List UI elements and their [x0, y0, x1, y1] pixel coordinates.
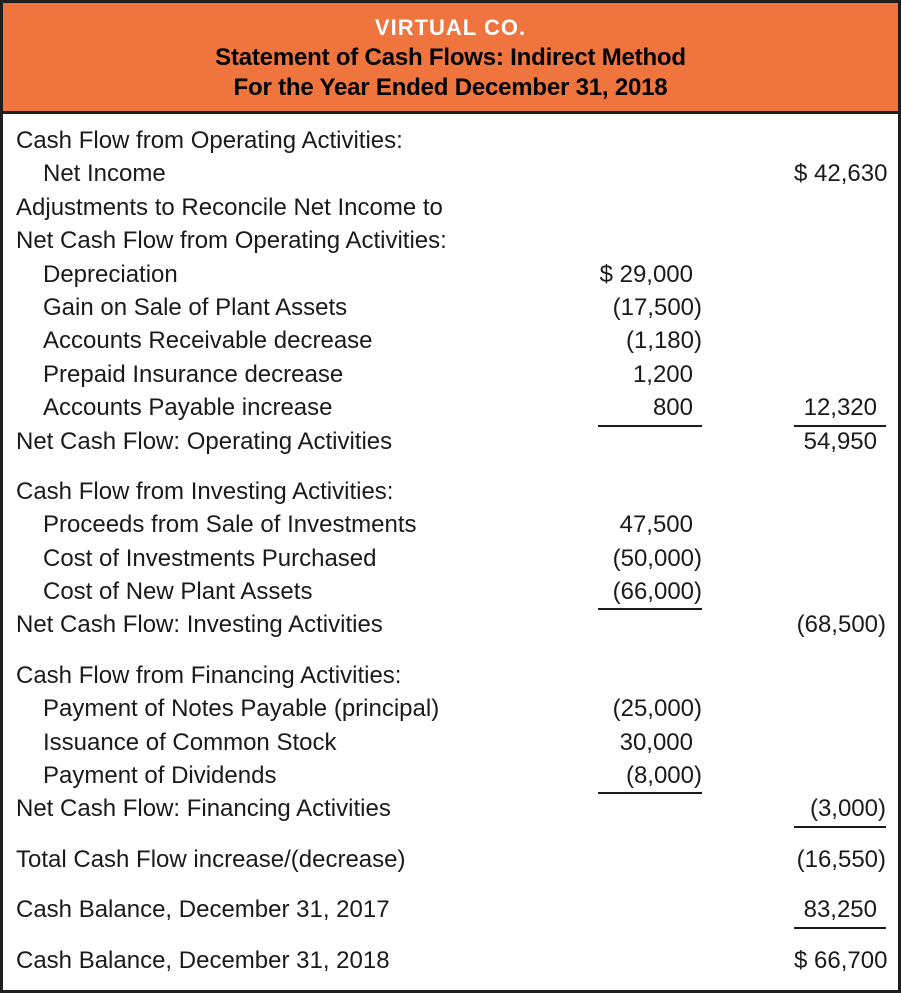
row-label: Proceeds from Sale of Investments — [43, 511, 417, 539]
total-amount — [794, 726, 886, 759]
column-spacer — [702, 792, 794, 827]
row-label: Cash Flow from Financing Activities: — [16, 661, 402, 689]
column-spacer — [702, 124, 794, 157]
detail-amount — [598, 608, 702, 641]
table-row — [16, 157, 886, 190]
total-amount — [794, 191, 886, 224]
row-label: Prepaid Insurance decrease — [43, 360, 344, 388]
table-row — [16, 124, 886, 157]
table-row — [16, 726, 886, 759]
total-amount — [794, 358, 886, 391]
table-row — [16, 508, 886, 541]
total-amount: $ 66,700 — [794, 946, 888, 974]
total-amount — [794, 124, 886, 157]
row-label: Total Cash Flow increase/(decrease) — [16, 845, 406, 873]
table-row — [16, 608, 886, 641]
total-amount — [794, 542, 886, 575]
column-spacer — [702, 508, 794, 541]
column-spacer — [702, 425, 794, 458]
total-amount: 83,250 — [794, 893, 886, 928]
total-amount: 12,320 — [794, 391, 886, 426]
statement-body — [3, 114, 898, 977]
total-amount — [794, 324, 886, 357]
detail-amount: 800 — [598, 391, 702, 426]
row-label: Adjustments to Reconcile Net Income to — [16, 193, 443, 221]
detail-amount — [598, 191, 702, 224]
row-label: Cash Flow from Operating Activities: — [16, 127, 403, 154]
table-row — [16, 258, 886, 291]
row-label: Issuance of Common Stock — [43, 728, 337, 756]
column-spacer — [702, 843, 794, 876]
column-spacer — [702, 542, 794, 575]
total-amount — [794, 224, 886, 257]
detail-amount: (66,000) — [598, 575, 702, 610]
column-spacer — [702, 893, 794, 928]
section-beginning-balance — [16, 893, 886, 926]
detail-amount — [598, 157, 702, 190]
detail-amount — [598, 893, 702, 928]
section-investing — [16, 475, 886, 642]
row-label: Cash Balance, December 31, 2017 — [16, 896, 390, 924]
column-spacer — [702, 726, 794, 759]
detail-amount: 47,500 — [619, 511, 693, 539]
table-row — [16, 542, 886, 575]
detail-amount: 30,000 — [619, 728, 693, 756]
column-spacer — [702, 692, 794, 725]
table-row — [16, 893, 886, 926]
total-amount — [794, 692, 886, 725]
total-amount — [794, 508, 886, 541]
column-spacer — [702, 391, 794, 426]
column-spacer — [702, 944, 794, 977]
column-spacer — [702, 575, 794, 610]
row-label: Net Income — [43, 160, 166, 188]
detail-amount — [598, 425, 702, 458]
row-label: Net Cash Flow: Operating Activities — [16, 427, 393, 455]
table-row — [16, 792, 886, 825]
total-amount: 54,950 — [803, 427, 877, 455]
total-amount — [794, 475, 886, 508]
statement-header — [3, 3, 898, 114]
table-row — [16, 659, 886, 692]
column-spacer — [702, 291, 794, 324]
detail-amount — [598, 124, 702, 157]
statement-title: Statement of Cash Flows: Indirect Method — [215, 44, 686, 71]
total-amount: (3,000) — [794, 792, 886, 827]
table-row — [16, 224, 886, 257]
row-label: Payment of Dividends — [43, 762, 277, 790]
row-label: Cost of Investments Purchased — [43, 544, 377, 572]
table-row — [16, 759, 886, 792]
table-row — [16, 291, 886, 324]
table-row — [16, 425, 886, 458]
detail-amount — [598, 792, 702, 827]
row-label: Net Cash Flow: Investing Activities — [16, 611, 383, 639]
detail-amount: (50,000) — [612, 544, 702, 572]
total-amount — [794, 759, 886, 794]
column-spacer — [702, 759, 794, 794]
table-row — [16, 358, 886, 391]
table-row — [16, 324, 886, 357]
total-amount — [794, 659, 886, 692]
detail-amount — [598, 843, 702, 876]
detail-amount: (8,000) — [598, 759, 702, 794]
detail-amount: (17,500) — [612, 293, 702, 321]
detail-amount — [598, 944, 702, 977]
detail-amount: (25,000) — [612, 695, 702, 723]
table-row — [16, 843, 886, 876]
table-row — [16, 475, 886, 508]
section-operating — [16, 124, 886, 458]
row-label: Net Cash Flow: Financing Activities — [16, 795, 391, 823]
table-row — [16, 944, 886, 977]
total-amount — [794, 291, 886, 324]
column-spacer — [702, 258, 794, 291]
company-name: VIRTUAL CO. — [374, 15, 527, 40]
statement-period: For the Year Ended December 31, 2018 — [233, 74, 668, 101]
table-row — [16, 391, 886, 424]
total-amount: (16,550) — [796, 845, 886, 873]
total-amount: $ 42,630 — [794, 160, 888, 188]
column-spacer — [702, 324, 794, 357]
table-row — [16, 575, 886, 608]
total-amount: (68,500) — [796, 611, 886, 639]
row-label: Net Cash Flow from Operating Activities: — [16, 227, 447, 255]
detail-amount: (1,180) — [625, 327, 702, 355]
detail-amount: 1,200 — [632, 360, 693, 388]
row-label: Cost of New Plant Assets — [43, 578, 313, 606]
row-label: Cash Flow from Investing Activities: — [16, 477, 394, 505]
detail-amount — [598, 475, 702, 508]
detail-amount — [598, 659, 702, 692]
column-spacer — [702, 191, 794, 224]
column-spacer — [702, 608, 794, 641]
row-label: Gain on Sale of Plant Assets — [43, 293, 348, 321]
detail-amount — [598, 224, 702, 257]
total-amount — [794, 575, 886, 610]
section-financing — [16, 659, 886, 826]
section-ending-balance — [16, 944, 886, 977]
column-spacer — [702, 224, 794, 257]
row-label: Depreciation — [43, 260, 178, 288]
section-total-change — [16, 843, 886, 876]
table-row — [16, 191, 886, 224]
row-label: Payment of Notes Payable (principal) — [43, 695, 440, 723]
column-spacer — [702, 157, 794, 190]
table-row — [16, 692, 886, 725]
column-spacer — [702, 659, 794, 692]
row-label: Accounts Receivable decrease — [43, 327, 373, 355]
row-label: Cash Balance, December 31, 2018 — [16, 946, 390, 974]
column-spacer — [702, 358, 794, 391]
total-amount — [794, 258, 886, 291]
detail-amount: $ 29,000 — [599, 260, 693, 288]
column-spacer — [702, 475, 794, 508]
row-label: Accounts Payable increase — [43, 394, 333, 422]
